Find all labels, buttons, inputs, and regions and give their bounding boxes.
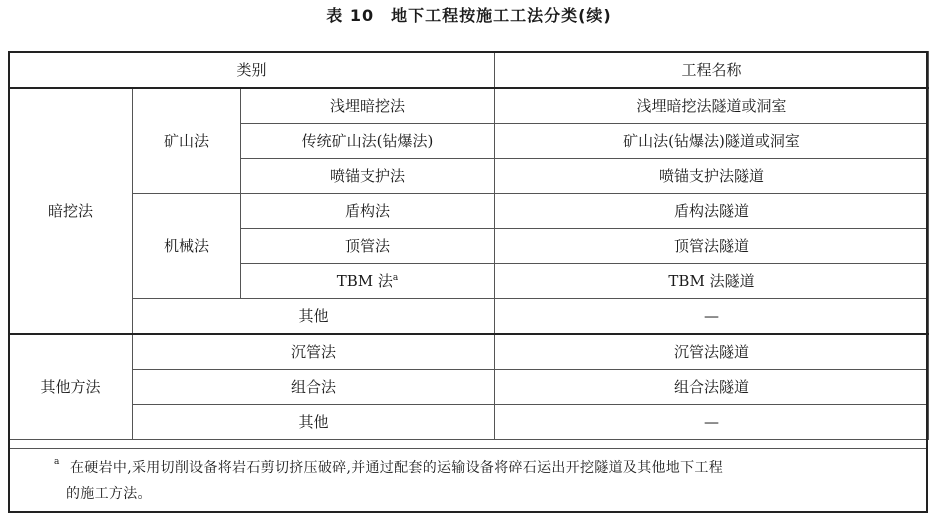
method-cell: 传统矿山法(钻爆法)	[241, 124, 495, 159]
project-name-cell: 矿山法(钻爆法)隧道或洞室	[495, 124, 929, 159]
method-cell: 浅埋暗挖法	[241, 88, 495, 124]
project-name-cell: 顶管法隧道	[495, 229, 929, 264]
group-dark-dig: 暗挖法	[9, 88, 133, 334]
header-category: 类别	[9, 52, 495, 89]
method-cell: 盾构法	[241, 194, 495, 229]
project-name-cell: —	[495, 405, 929, 440]
project-name-cell: 盾构法隧道	[495, 194, 929, 229]
method-text: TBM 法	[336, 272, 393, 290]
table-title: 表 10 地下工程按施工工法分类(续)	[326, 6, 612, 25]
group-other-methods: 其他方法	[9, 334, 133, 440]
project-name-cell: —	[495, 299, 929, 335]
project-name-cell: 喷锚支护法隧道	[495, 159, 929, 194]
method-cell: 组合法	[133, 370, 495, 405]
subgroup-mining: 矿山法	[133, 88, 241, 194]
project-name-cell: TBM 法隧道	[495, 264, 929, 299]
footnote-line-2: 的施工方法。	[66, 486, 152, 502]
header-project-name: 工程名称	[495, 52, 929, 89]
footnote-label: a	[54, 457, 60, 467]
footnote-mark: a	[392, 273, 399, 283]
method-cell: 顶管法	[241, 229, 495, 264]
footnote-line-1: 在硬岩中,采用切削设备将岩石剪切挤压破碎,并通过配套的运输设备将碎石运出开挖隧道及其他地下工程	[70, 460, 723, 476]
project-name-cell: 浅埋暗挖法隧道或洞室	[495, 88, 929, 124]
method-cell: 沉管法	[133, 334, 495, 370]
project-name-cell: 组合法隧道	[495, 370, 929, 405]
table-frame	[8, 51, 928, 513]
project-name-cell: 沉管法隧道	[495, 334, 929, 370]
method-cell-other: 其他	[133, 299, 495, 335]
method-cell: 喷锚支护法	[241, 159, 495, 194]
method-cell-other: 其他	[133, 405, 495, 440]
subgroup-mechanical: 机械法	[133, 194, 241, 299]
